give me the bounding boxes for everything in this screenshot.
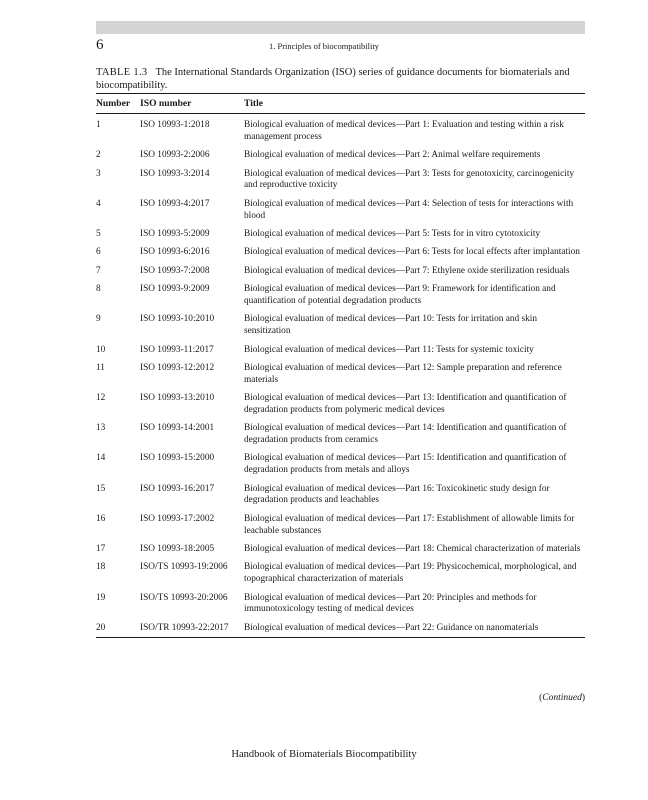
cell-title: Biological evaluation of medical devices—Part 6: Tests for local effects after implantation <box>244 247 580 258</box>
cell-title: Biological evaluation of medical devices—Part 20: Principles and methods for immunotoxicology testing of medical devices <box>244 592 537 615</box>
cell-number: 7 <box>96 265 101 276</box>
cell-number: 14 <box>96 453 106 464</box>
page-footer: Handbook of Biomaterials Biocompatibility <box>231 749 417 760</box>
cell-iso-number: ISO 10993-6:2016 <box>140 247 210 258</box>
continued-text: Continued <box>542 693 582 703</box>
cell-iso-number: ISO/TS 10993-20:2006 <box>140 592 228 603</box>
cell-title: Biological evaluation of medical devices—Part 17: Establishment of allowable limits for leachable substances <box>244 513 575 536</box>
cell-title: Biological evaluation of medical devices—Part 4: Selection of tests for interactions with blood <box>244 198 574 221</box>
cell-title: Biological evaluation of medical devices—Part 15: Identification and quantification of degradation products from metals and alloys <box>244 453 567 476</box>
table-row <box>96 620 585 637</box>
cell-title: Biological evaluation of medical devices—Part 22: Guidance on nanomaterials <box>244 620 585 637</box>
cell-iso-number: ISO 10993-4:2017 <box>140 198 210 209</box>
cell-iso-number: ISO 10993-10:2010 <box>140 314 215 325</box>
continued-note: (Continued) <box>539 693 585 703</box>
cell-number: 13 <box>96 423 106 434</box>
table-header-row <box>96 94 585 114</box>
cell-title: Biological evaluation of medical devices—Part 3: Tests for genotoxicity, carcinogenicity and reproductive toxicity <box>244 168 575 191</box>
table-row <box>96 147 585 165</box>
cell-title: Biological evaluation of medical devices—Part 2: Animal welfare requirements <box>244 150 541 161</box>
cell-iso-number: ISO 10993-11:2017 <box>140 344 214 355</box>
cell-number: 3 <box>96 168 101 179</box>
table-row <box>96 342 585 360</box>
column-header-iso-number: ISO number <box>140 94 244 114</box>
cell-number: 19 <box>96 592 106 603</box>
table-row <box>96 311 585 341</box>
header-bar <box>96 21 585 34</box>
column-header-title: Title <box>244 94 585 114</box>
cell-number: 6 <box>96 247 101 258</box>
cell-iso-number: ISO 10993-12:2012 <box>140 362 215 373</box>
table-row <box>96 420 585 450</box>
cell-number: 18 <box>96 562 106 573</box>
table-caption <box>96 66 585 92</box>
cell-title: Biological evaluation of medical devices—Part 10: Tests for irritation and skin sensitization <box>244 314 537 337</box>
table-row <box>96 541 585 559</box>
table-label: TABLE 1.3 <box>96 67 148 78</box>
cell-number: 9 <box>96 314 101 325</box>
cell-number: 16 <box>96 513 106 524</box>
table-row <box>96 481 585 511</box>
cell-title: Biological evaluation of medical devices—Part 14: Identification and quantification of degradation products from ceramics <box>244 423 567 446</box>
cell-iso-number: ISO 10993-5:2009 <box>140 228 210 239</box>
cell-iso-number: ISO 10993-17:2002 <box>140 513 215 524</box>
cell-title: Biological evaluation of medical devices—Part 5: Tests for in vitro cytotoxicity <box>244 228 541 239</box>
table-row <box>96 360 585 390</box>
cell-iso-number: ISO 10993-7:2008 <box>140 265 210 276</box>
cell-title: Biological evaluation of medical devices—Part 12: Sample preparation and reference materials <box>244 362 562 385</box>
table-row <box>96 559 585 589</box>
cell-iso-number: ISO 10993-14:2001 <box>140 423 215 434</box>
cell-title: Biological evaluation of medical devices—Part 18: Chemical characterization of materials <box>244 544 581 555</box>
table-row <box>96 166 585 196</box>
cell-iso-number: ISO 10993-13:2010 <box>140 393 215 404</box>
table-row <box>96 590 585 620</box>
cell-title: Biological evaluation of medical devices—Part 16: Toxicokinetic study design for degradation products and leachables <box>244 483 550 506</box>
cell-iso-number: ISO 10993-1:2018 <box>140 120 210 130</box>
cell-title: Biological evaluation of medical devices—Part 7: Ethylene oxide sterilization residuals <box>244 265 570 276</box>
cell-number: 8 <box>96 284 101 295</box>
cell-iso-number: ISO 10993-15:2000 <box>140 453 215 464</box>
cell-number: 1 <box>96 120 101 130</box>
cell-number: 11 <box>96 362 105 373</box>
cell-number: 15 <box>96 483 106 494</box>
cell-number: 10 <box>96 344 106 355</box>
cell-title: Biological evaluation of medical devices—Part 19: Physicochemical, morphological, and topographical characterization of materials <box>244 562 577 585</box>
page-number: 6 <box>96 37 104 53</box>
cell-iso-number: ISO 10993-9:2009 <box>140 284 210 295</box>
cell-title: Biological evaluation of medical devices—Part 9: Framework for identification and quantification of potential degradation products <box>244 284 556 306</box>
cell-iso-number: ISO 10993-16:2017 <box>140 483 215 494</box>
table-row <box>96 390 585 420</box>
cell-title: Biological evaluation of medical devices—Part 13: Identification and quantification of degradation products from polymeric medical devices <box>244 393 567 415</box>
cell-iso-number: ISO/TR 10993-22:2017 <box>140 620 244 637</box>
cell-number: 17 <box>96 544 106 555</box>
cell-iso-number: ISO 10993-18:2005 <box>140 544 215 555</box>
column-header-number: Number <box>96 94 140 114</box>
iso-standards-table <box>96 93 585 638</box>
cell-iso-number: ISO 10993-2:2006 <box>140 150 210 161</box>
table-body <box>96 114 585 638</box>
cell-number: 2 <box>96 150 101 161</box>
cell-number: 12 <box>96 393 106 404</box>
table-row <box>96 244 585 262</box>
cell-iso-number: ISO 10993-3:2014 <box>140 168 210 179</box>
table-row <box>96 263 585 281</box>
cell-iso-number: ISO/TS 10993-19:2006 <box>140 562 228 573</box>
running-title: 1. Principles of biocompatibility <box>268 41 379 51</box>
cell-title: Biological evaluation of medical devices—Part 1: Evaluation and testing within a risk management process <box>244 120 564 142</box>
cell-number: 4 <box>96 198 101 209</box>
table-row <box>96 196 585 226</box>
table-row <box>96 450 585 480</box>
table-row <box>96 114 585 148</box>
cell-title: Biological evaluation of medical devices—Part 11: Tests for systemic toxicity <box>244 344 534 355</box>
table-row <box>96 511 585 541</box>
table-row <box>96 226 585 244</box>
cell-number: 5 <box>96 228 101 239</box>
table-caption-text: The International Standards Organization (ISO) series of guidance documents for biomaterials and biocompatibility. <box>96 67 570 91</box>
table-row <box>96 281 585 311</box>
cell-number: 20 <box>96 620 140 637</box>
